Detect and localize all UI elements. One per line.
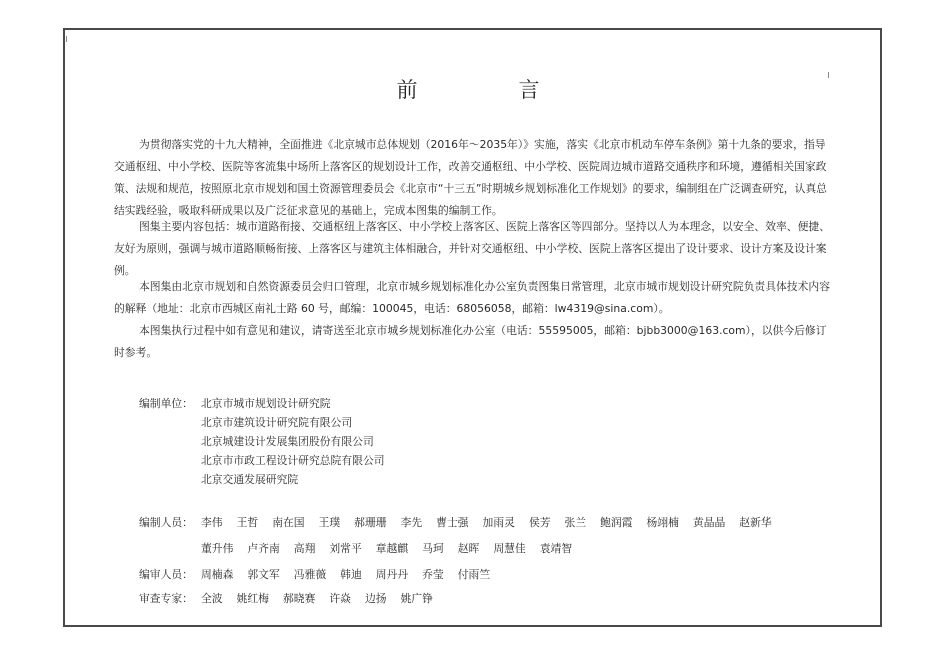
paragraph-4: 本图集执行过程中如有意见和建议，请寄送至北京市城乡规划标准化办公室（电话：55595005，邮箱：bjbb3000@163.com），以供今后修订时参考。: [114, 324, 827, 359]
editor-name: 曹士强: [436, 516, 469, 529]
page-title: 前 言: [396, 78, 580, 102]
expert-name: 姚广铮: [400, 592, 433, 605]
reviewer-name: 周丹丹: [375, 568, 409, 581]
margin-tick: [66, 36, 67, 42]
paragraph-3: 本图集由北京市规划和自然资源委员会归口管理，北京市城乡规划标准化办公室负责图集日常管理，北京市城市规划设计研究院负责具体技术内容的解释（地址：北京市西城区南礼士路 60 号，邮编：100045，电话：68056058，邮箱：lw4319@sina.com）。: [114, 280, 830, 315]
editor-name: 袁靖智: [539, 542, 573, 555]
reviewer-name: 周楠森: [201, 568, 234, 581]
experts-label: 审查专家：: [139, 592, 193, 605]
expert-name: 边扬: [364, 592, 387, 605]
expert-name: 许焱: [329, 592, 351, 605]
editor-name: 李先: [400, 516, 423, 529]
editor-name: 鲍润霞: [600, 516, 633, 529]
experts-row: [201, 591, 447, 606]
editor-name: 加雨灵: [482, 516, 515, 529]
editor-name: 赵新华: [739, 516, 772, 529]
unit-item: 北京市建筑设计研究院有限公司: [201, 416, 353, 429]
editor-name: 马珂: [422, 542, 444, 555]
reviewers-row: [201, 567, 504, 582]
editor-name: 张兰: [564, 516, 587, 529]
reviewers-label: 编审人员：: [139, 568, 193, 581]
expert-name: 郝晓赛: [282, 592, 316, 605]
editor-name: 王璞: [318, 516, 341, 529]
editor-name: 董升伟: [201, 542, 234, 555]
editor-name: 刘常平: [329, 542, 362, 555]
editor-name: 侯芳: [528, 516, 551, 529]
units-label: 编制单位：: [139, 397, 193, 410]
editor-name: 黄晶晶: [692, 516, 726, 529]
editor-name: 杨翊楠: [646, 516, 679, 529]
editors-row-2: [201, 541, 586, 556]
editor-name: 赵晖: [457, 542, 480, 555]
reviewer-name: 冯雅薇: [293, 568, 327, 581]
reviewer-name: 付雨竺: [457, 568, 491, 581]
unit-item: 北京市城市规划设计研究院: [201, 397, 331, 410]
unit-item: 北京城建设计发展集团股份有限公司: [201, 435, 374, 448]
editor-name: 高翔: [293, 542, 316, 555]
editors-row-1: [201, 515, 786, 530]
reviewer-name: 韩迪: [340, 568, 362, 581]
editor-name: 王哲: [236, 516, 259, 529]
editor-name: 南在国: [272, 516, 305, 529]
reviewer-name: 郭文军: [247, 568, 280, 581]
paragraph-1: 为贯彻落实党的十九大精神，全面推进《北京城市总体规划（2016年～2035年）》实施，落实《北京市机动车停车条例》第十九条的要求，指导交通枢纽、中小学校、医院等客流集中场所上落客区的规划设计工作，改善交通枢纽、中小学校、医院周边城市道路交通秩序和环境，遵循相关国家政策、法规和规范，按照原北京市规划和国土资源管理委员会《北京市“十三五”时期城乡规划标准化工作规划》的要求，编制组在广泛调查研究，认真总结实践经验，吸取科研成果以及广泛征求意见的基础上，完成本图集的编制工作。: [114, 138, 827, 217]
editor-name: 周慧佳: [493, 542, 526, 555]
editor-name: 郝珊珊: [354, 516, 387, 529]
editor-name: 李伟: [201, 516, 223, 529]
expert-name: 姚红梅: [236, 592, 269, 605]
unit-item: 北京市市政工程设计研究总院有限公司: [201, 454, 385, 467]
editor-name: 章越麒: [375, 542, 409, 555]
editors-label: 编制人员：: [139, 516, 193, 529]
expert-name: 全波: [201, 592, 223, 605]
paragraph-2: 图集主要内容包括：城市道路衔接、交通枢纽上落客区、中小学校上落客区、医院上落客区等四部分。坚持以人为本理念，以安全、效率、便捷、友好为原则，强调与城市道路顺畅衔接、上落客区与建筑主体相融合，并针对交通枢纽、中小学校、医院上落客区提出了设计要求、设计方案及设计案例。: [114, 220, 830, 277]
editor-name: 卢齐南: [247, 542, 280, 555]
reviewer-name: 乔莹: [422, 568, 444, 581]
unit-item: 北京交通发展研究院: [201, 473, 299, 486]
